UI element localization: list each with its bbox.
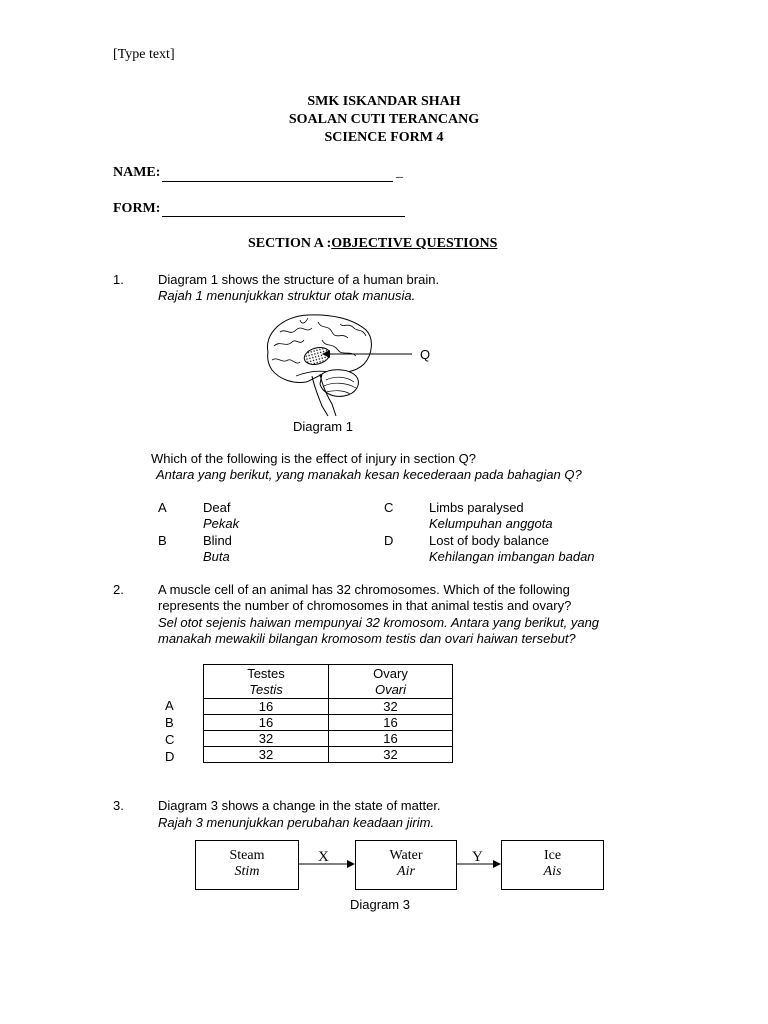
table-cell: 32 [204,731,329,747]
label-y: Y [472,849,483,865]
q1-text-en: Diagram 1 shows the structure of a human brain. [158,272,440,287]
option-d-ms: Kehilangan imbangan badan [429,549,595,564]
table-row [204,731,453,747]
option-a-en: Deaf [203,500,231,515]
option-d-letter: D [384,533,394,548]
col-ovary-header [329,665,453,699]
name-line [162,181,393,182]
table-cell: 16 [204,699,329,715]
table-cell: 32 [204,747,329,763]
col-ovary-ms: Ovari [374,681,407,697]
col-testes-header [204,665,329,699]
label-q: Q [420,347,431,362]
ice-ms: Ais [543,864,562,879]
row-letter-a: A [165,698,174,713]
q3-text-en: Diagram 3 shows a change in the state of matter. [158,798,441,813]
q2-line3: Sel otot sejenis haiwan mempunyai 32 kromosom. Antara yang berikut, yang [158,615,600,630]
subject-title: SCIENCE FORM 4 [324,130,444,145]
state-box-steam [195,840,299,890]
q2-line2: represents the number of chromosomes in that animal testis and ovary? [158,598,572,613]
label-x: X [318,849,329,865]
paper-title: SOALAN CUTI TERANCANG [288,112,480,127]
table-cell: 32 [329,699,453,715]
option-b-letter: B [158,533,167,548]
steam-en: Steam [229,848,265,863]
q2-line4: manakah mewakili bilangan kromosom testis dan ovari haiwan tersebut? [158,631,576,646]
chromosome-table [203,664,453,763]
q3-number: 3. [113,798,124,813]
option-b-ms: Buta [203,549,230,564]
name-suffix: _ [396,165,403,180]
col-testes-ms: Testis [249,681,283,697]
name-label: NAME: [113,165,161,180]
table-cell: 16 [329,731,453,747]
option-a-letter: A [158,500,167,515]
state-box-ice [501,840,604,890]
brain-diagram [260,310,435,418]
section-heading [248,236,497,252]
table-row [204,699,453,715]
q3-text-ms: Rajah 3 menunjukkan perubahan keadaan jirim. [158,815,435,830]
section-prefix: SECTION A : [248,236,332,251]
header-placeholder: [Type text] [113,47,175,62]
col-ovary-en: Ovary [373,665,408,681]
row-letter-b: B [165,715,174,730]
table-cell: 16 [204,715,329,731]
water-ms: Air [397,864,415,879]
table-cell: 32 [329,747,453,763]
option-c-letter: C [384,500,394,515]
option-c-en: Limbs paralysed [429,500,524,515]
q1-text-ms: Rajah 1 menunjukkan struktur otak manusia. [158,288,416,303]
q1-question-en: Which of the following is the effect of injury in section Q? [151,451,476,466]
table-row [204,747,453,763]
row-letter-d: D [165,749,175,764]
steam-ms: Stim [234,864,260,879]
col-testes-en: Testes [247,665,285,681]
diagram1-caption: Diagram 1 [293,419,353,434]
form-label: FORM: [113,201,161,216]
q2-line1: A muscle cell of an animal has 32 chromosomes. Which of the following [158,582,570,597]
school-name: SMK ISKANDAR SHAH [307,94,461,109]
option-a-ms: Pekak [203,516,240,531]
diagram3-caption: Diagram 3 [350,897,410,912]
table-cell: 16 [329,715,453,731]
table-row [204,715,453,731]
section-title: OBJECTIVE QUESTIONS [331,236,498,251]
option-b-en: Blind [203,533,232,548]
q1-number: 1. [113,272,124,287]
ice-en: Ice [543,848,562,863]
q2-number: 2. [113,582,124,597]
table-header-row [204,665,453,699]
water-en: Water [389,848,423,863]
q1-question-ms: Antara yang berikut, yang manakah kesan kecederaan pada bahagian Q? [156,467,582,482]
option-d-en: Lost of body balance [429,533,549,548]
form-line [162,216,405,217]
option-c-ms: Kelumpuhan anggota [429,516,553,531]
row-letter-c: C [165,732,175,747]
state-box-water [355,840,457,890]
